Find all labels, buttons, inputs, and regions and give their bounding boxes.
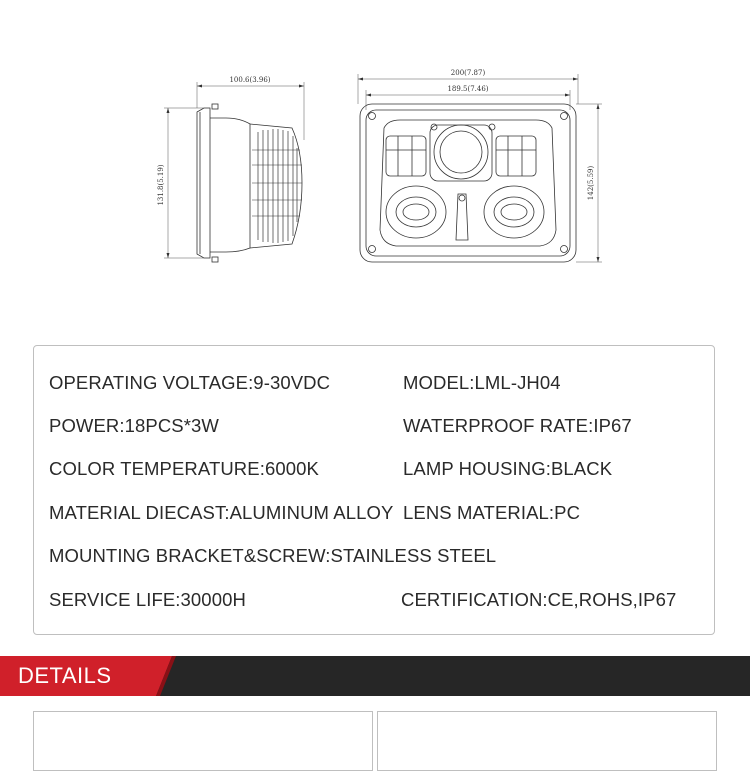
dimension-drawing bbox=[0, 0, 750, 340]
side-width-label: 100.6(3.96) bbox=[229, 76, 271, 84]
spec-mounting: MOUNTING BRACKET&SCREW:STAINLESS STEEL bbox=[49, 545, 497, 566]
details-panel-left bbox=[33, 711, 373, 771]
spec-certification: CERTIFICATION:CE,ROHS,IP67 bbox=[401, 589, 677, 610]
spec-housing: LAMP HOUSING:BLACK bbox=[403, 458, 613, 479]
details-band-shape bbox=[0, 656, 750, 696]
front-outer-width-label: 200(7.87) bbox=[450, 69, 486, 77]
side-height-label: 131.8(5.19) bbox=[157, 164, 165, 206]
front-inner-width-label: 189.5(7.46) bbox=[447, 85, 489, 93]
front-height-label: 142(5.59) bbox=[587, 165, 595, 201]
details-panel-right bbox=[377, 711, 717, 771]
spec-material: MATERIAL DIECAST:ALUMINUM ALLOY bbox=[49, 502, 394, 523]
details-band bbox=[0, 656, 750, 696]
spec-color-temperature: COLOR TEMPERATURE:6000K bbox=[49, 458, 319, 479]
spec-waterproof: WATERPROOF RATE:IP67 bbox=[403, 415, 632, 436]
spec-service-life: SERVICE LIFE:30000H bbox=[49, 589, 246, 610]
technical-drawing bbox=[0, 0, 750, 340]
details-heading: DETAILS bbox=[18, 663, 112, 688]
front-view-drawing bbox=[360, 104, 576, 262]
side-view-drawing bbox=[197, 104, 302, 262]
spec-power: POWER:18PCS*3W bbox=[49, 415, 219, 436]
spec-lens: LENS MATERIAL:PC bbox=[403, 502, 581, 523]
spec-operating-voltage: OPERATING VOLTAGE:9-30VDC bbox=[49, 372, 331, 393]
spec-model: MODEL:LML-JH04 bbox=[403, 372, 561, 393]
